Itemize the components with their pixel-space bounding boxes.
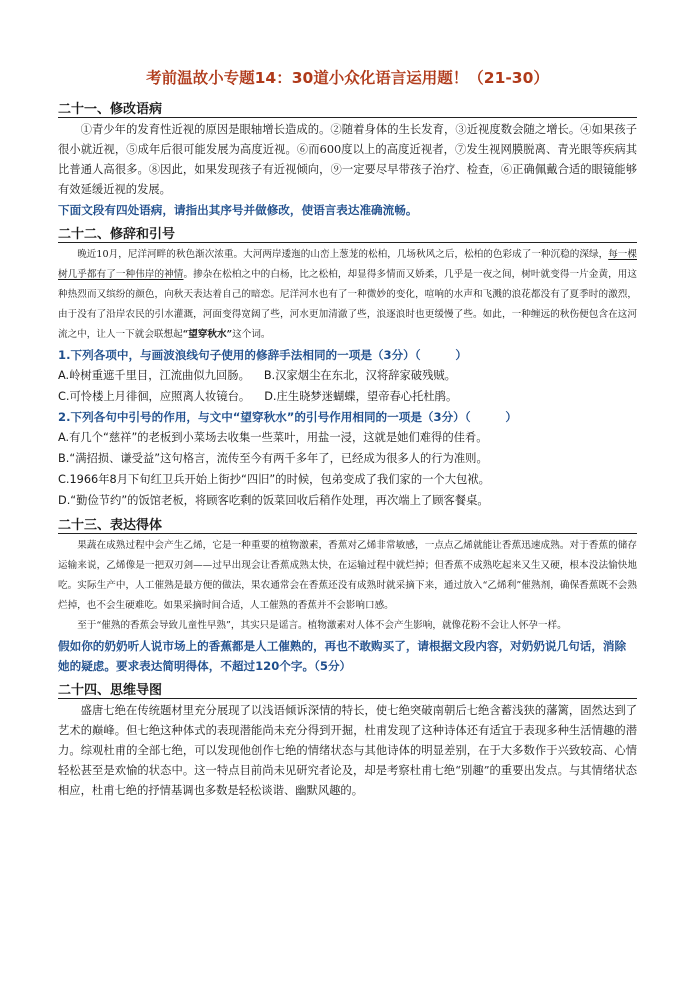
- question-1: 1.下列各项中，与画波浪线句子使用的修辞手法相同的一项是（3分）（ ）: [58, 348, 467, 362]
- option-2a: A.有几个“慈祥”的老板到小菜场去收集一些菜叶，用盐一浸，这就是她们难得的佳肴。: [58, 431, 488, 444]
- section-24-text: 盛唐七绝在传统题材里充分展现了以浅语倾诉深情的特长，使七绝突破南朝后七绝含蓄浅狭的藩篱，固然达到了艺术的巅峰。但七绝这种体式的表现潜能尚未充分得到开掘，杜甫发现了这种诗体还有适宜于表现多种生活情趣的潜力。综观杜甫的全部七绝，可以发现他创作七绝的情绪状态与其他诗体的明显差别，在于大多数作于兴致较高、心情轻松甚至是欢愉的状态中。这一特点目前尚未见研究者论及，却是考察杜甫七绝“别趣”的重要出发点。与其情绪状态相应，杜甫七绝的抒情基调也多数是轻松谈谐、幽默风趣的。: [58, 704, 637, 797]
- option-1d: D.庄生晓梦迷蝴蝶，望帝春心托杜鹃。: [264, 390, 458, 403]
- section-24: [58, 679, 637, 801]
- section-23-passage-1: 果蔬在成熟过程中会产生乙烯，它是一种重要的植物激素，香蕉对乙烯非常敏感，一点点乙烯就能让香蕉迅速成熟。对于香蕉的储存运输来说，乙烯像是一把双刃剑——过早出现会让香蕉成熟太快，在运输过程中就烂掉；但香蕉不成熟吃起来又生又硬，根本没法愉快地吃。实际生产中，人工催熟是最方便的做法，果农通常会在香蕉还没有成熟时就采摘下来，通过放入“乙烯利”催熟剂，确保香蕉既不会熟烂掉，也不会生硬难吃。如果采摘时间合适，人工催熟的香蕉并不会影响口感。: [58, 540, 637, 611]
- document-title: 考前温故小专题14：30道小众化语言运用题！（21-30）: [146, 69, 549, 87]
- section-23-question: 假如你的奶奶听人说市场上的香蕉都是人工催熟的，再也不敢购买了，请根据文段内容，对奶奶说几句话，消除她的疑虑。要求表达简明得体，不超过120个字。（5分）: [58, 639, 627, 673]
- quoted-term: “望穿秋水”: [182, 329, 233, 340]
- section-24-heading: 二十四、思维导图: [58, 679, 637, 699]
- question-1-options-row-2: [58, 386, 637, 407]
- option-2c: C.1966年8月下旬红卫兵开始上街抄“四旧”的时候，包弟变成了我们家的一个大包袱。: [58, 473, 490, 486]
- question-1-options-row-1: [58, 365, 637, 386]
- section-21-question: 下面文段有四处语病，请指出其序号并做修改，使语言表达准确流畅。: [58, 203, 418, 217]
- option-2b: B.“满招损、谦受益”这句格言，流传至今有两千多年了，已经成为很多人的行为准则。: [58, 452, 488, 465]
- question-2: 2.下列各句中引号的作用，与文中“望穿秋水”的引号作用相同的一项是（3分）（ ）: [58, 410, 517, 424]
- option-1c: C.可怜楼上月徘徊，应照离人妆镜台。: [58, 390, 251, 403]
- section-21-text: ①青少年的发育性近视的原因是眼轴增长造成的。②随着身体的生长发育，③近视度数会随之增长。④如果孩子很小就近视，⑤成年后很可能发展为高度近视。⑥而600度以上的高度近视者，⑦发生视网膜脱离、青光眼等疾病其比普通人高很多。⑧因此，如果发现孩子有近视倾向，⑨一定要尽早带孩子治疗、检查，⑥正确佩戴合适的眼镜能够有效延缓近视的发展。: [58, 123, 637, 196]
- option-1a: A.岭树重遮千里目，江流曲似九回肠。: [58, 369, 250, 382]
- passage-part-2: 。掺杂在松柏之中的白杨，比之松柏，却显得多情而又娇柔，几乎是一夜之间，树叶就变得一片金黄，用这种热烈而又缤纷的颜色，向秋天表达着自己的暗恋。尼洋河水也有了一种微妙的变化，喧响的水声和飞溅的浪花都没有了夏季时的激烈，由于没有了沿岸农民的引水灌溉，河面变得宽阔了些，河水更加清澈了些，浪逐浪时也更缓慢了些。如此，一种缠远的秋伤便包含在这河流之中，让人一下就会联想起: [58, 269, 638, 340]
- option-1b: B.汉家烟尘在东北，汉将辞家破残贼。: [263, 369, 456, 382]
- passage-part-3: 这个词。: [232, 329, 271, 340]
- section-23-passage-2: 至于“催熟的香蕉会导致儿童性早熟”，其实只是谣言。植物激素对人体不会产生影响，就像花粉不会让人怀孕一样。: [77, 620, 567, 631]
- passage-part-1: 晚近10月，尼洋河畔的秋色渐次浓重。大河两岸逶迤的山峦上葱茏的松柏，几场秋风之后，松柏的色彩成了一种沉稳的深绿，: [77, 249, 609, 260]
- wavy-underlined-sentence: 每一棵树几乎都有了一种伟岸的神情: [58, 249, 637, 280]
- section-22-heading: 二十二、修辞和引号: [58, 223, 637, 243]
- section-21-heading: 二十一、修改语病: [58, 98, 637, 118]
- section-23-heading: 二十三、表达得体: [58, 514, 637, 534]
- section-21: [58, 98, 637, 220]
- option-2d: D.“勤俭节约”的饭馆老板，将顾客吃剩的饭菜回收后稍作处理，再次端上了顾客餐桌。: [58, 494, 489, 507]
- section-22: [58, 223, 637, 511]
- section-23: [58, 514, 637, 676]
- section-22-passage: [58, 245, 637, 345]
